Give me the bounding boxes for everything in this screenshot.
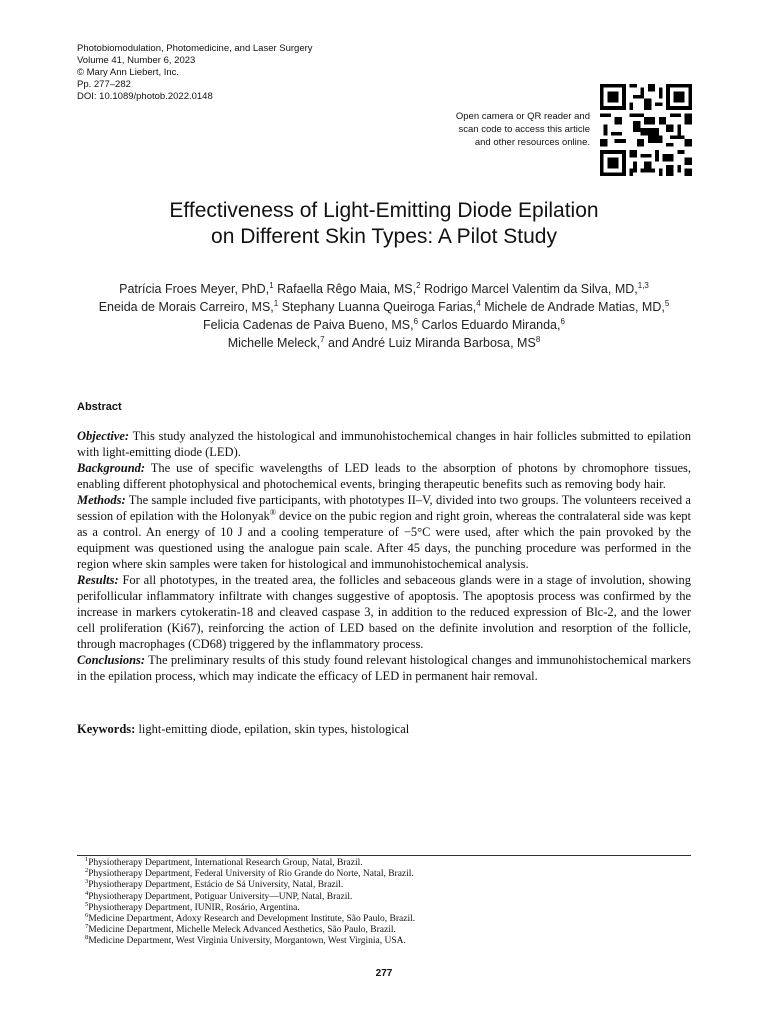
footnote-text: Physiotherapy Department, International Research Group, Natal, Brazil. [88, 858, 363, 868]
abstract-heading: Abstract [77, 401, 122, 413]
author-line [0, 334, 768, 352]
footnote-text: Medicine Department, Adoxy Research and Development Institute, São Paulo, Brazil. [88, 914, 416, 925]
affiliation-mark: 7 [320, 335, 325, 344]
qr-code-icon[interactable] [600, 84, 692, 176]
registered-mark: ® [269, 507, 276, 517]
background-text: The use of specific wavelengths of LED leads to the absorption of photons by chromophore tissues, enabling different photophysical and photochemical events, bringing therapeutic benefits such as removing body hair. [77, 461, 691, 491]
footnote-number: 6 [85, 912, 89, 920]
qr-note-line: scan code to access this article [458, 124, 590, 135]
journal-pages: Pp. 277–282 [77, 79, 131, 90]
footnote-number: 7 [85, 923, 89, 931]
affiliation-mark: 1 [269, 281, 274, 290]
objective-text: This study analyzed the histological and immunohistochemical changes in hair follicles submitted to epilation with light-emitting diode (LED). [77, 429, 691, 459]
methods-label: Methods: [77, 493, 126, 507]
abstract-results [77, 572, 691, 652]
footnote-text: Physiotherapy Department, Potiguar University—UNP, Natal, Brazil. [88, 891, 353, 902]
author-line [0, 316, 768, 334]
affiliation-mark: 4 [476, 299, 481, 308]
footnote [85, 936, 415, 947]
author-list [0, 280, 768, 352]
qr-note [430, 110, 590, 149]
footnote [85, 880, 415, 891]
article-title [0, 198, 768, 250]
qr-note-line: Open camera or QR reader and [455, 111, 590, 122]
results-label: Results: [77, 573, 119, 587]
affiliation-footnotes [85, 858, 415, 948]
footnote-text: Medicine Department, West Virginia University, Morgantown, West Virginia, USA. [88, 936, 406, 947]
affiliation-mark: 6 [413, 317, 419, 326]
author-name: Stephany Luanna Queiroga Farias, [278, 300, 477, 314]
background-label: Background: [77, 461, 146, 475]
footnote-number: 4 [85, 889, 89, 897]
footnote-number: 3 [85, 878, 89, 886]
journal-volume: Volume 41, Number 6, 2023 [77, 55, 196, 66]
author-name: Michele de Andrade Matias, MD, [480, 300, 665, 314]
title-line: Effectiveness of Light-Emitting Diode Epilation [169, 199, 599, 222]
author-line [0, 280, 768, 298]
keywords [77, 721, 691, 737]
footnote-text: Medicine Department, Michelle Meleck Advanced Aesthetics, São Paulo, Brazil. [88, 925, 396, 936]
methods-text: The sample included five participants, with phototypes II–V, divided into two groups. The volunteers received a session of epilation with the Holonyak [77, 493, 691, 523]
affiliation-mark: 1,3 [637, 281, 649, 290]
affiliation-mark: 5 [664, 299, 670, 308]
footnote [85, 914, 415, 925]
footnote [85, 889, 415, 903]
conclusions-text: The preliminary results of this study found relevant histological changes and immunohistochemical markers in the epilation process, which may indicate the efficacy of LED in permanent hair removal. [77, 653, 691, 683]
footnote-divider [77, 855, 691, 856]
footnote [85, 925, 415, 936]
footnote-number: 5 [85, 900, 89, 908]
keywords-label: Keywords: [77, 722, 136, 736]
abstract-methods [77, 492, 691, 572]
affiliation-mark: 2 [416, 281, 421, 290]
author-name: and André Luiz Miranda Barbosa, MS [324, 336, 536, 350]
footnote-number: 2 [85, 867, 89, 875]
footnote-text: Physiotherapy Department, Estácio de Sá University, Natal, Brazil. [88, 880, 344, 891]
author-name: Patrícia Froes Meyer, PhD, [119, 282, 270, 296]
author-name: Rodrigo Marcel Valentim da Silva, MD, [420, 282, 638, 296]
objective-label: Objective: [77, 429, 130, 443]
page-number: 277 [375, 968, 393, 979]
abstract-conclusions [77, 652, 691, 684]
footnote-number: 8 [85, 934, 89, 942]
affiliation-mark: 8 [535, 335, 541, 344]
conclusions-label: Conclusions: [77, 653, 146, 667]
qr-note-line: and other resources online. [474, 137, 590, 148]
author-name: Rafaella Rêgo Maia, MS, [273, 282, 417, 296]
journal-copyright: © Mary Ann Liebert, Inc. [77, 67, 180, 78]
keywords-text: light-emitting diode, epilation, skin types, histological [135, 722, 410, 736]
affiliation-mark: 6 [560, 317, 565, 326]
footnote-number: 1 [85, 856, 89, 863]
footnote [85, 858, 415, 869]
abstract-objective [77, 428, 691, 460]
journal-doi: DOI: 10.1089/photob.2022.0148 [77, 91, 213, 102]
journal-info [77, 43, 313, 103]
abstract-body [77, 428, 691, 684]
title-line: on Different Skin Types: A Pilot Study [211, 225, 557, 248]
author-line [0, 298, 768, 316]
author-name: Carlos Eduardo Miranda, [418, 318, 561, 332]
footnote-text: Physiotherapy Department, Federal University of Rio Grande do Norte, Natal, Brazil. [88, 869, 414, 880]
footnote [85, 869, 415, 880]
methods-text-continued: device on the pubic region and right groin, whereas the contralateral side was kept as a control. An energy of 10 J and a cooling temperature of −5°C were used, after which the pain provoked by the equipment was questioned using the analogue pain scale. After 45 days, the punching procedure was performed in the region where skin samples were taken for histological and immunohistochemical analysis. [77, 509, 691, 571]
author-name: Michelle Meleck, [227, 336, 321, 350]
author-name: Felicia Cadenas de Paiva Bueno, MS, [203, 318, 414, 332]
footnote-text: Physiotherapy Department, IUNIR, Rosário, Argentina. [88, 902, 300, 913]
author-name: Eneida de Morais Carreiro, MS, [98, 300, 274, 314]
abstract-background [77, 460, 691, 492]
affiliation-mark: 1 [273, 299, 279, 308]
footnote [85, 900, 415, 914]
results-text: For all phototypes, in the treated area, the follicles and sebaceous glands were in a stage of involution, showing perifollicular inflammatory infiltrate with changes suggestive of apoptosis. The apoptosis process was confirmed by the increase in markers cytokeratin-18 and cleaved caspase 3, in addition to the reduced expression of Blc-2, and the lower cell proliferation (Ki67), reinforcing the action of LED based on the definite involution and resorption of the follicle, through macrophages (CD68) triggered by the inflammatory process. [77, 573, 691, 651]
journal-name: Photobiomodulation, Photomedicine, and Laser Surgery [77, 43, 313, 54]
